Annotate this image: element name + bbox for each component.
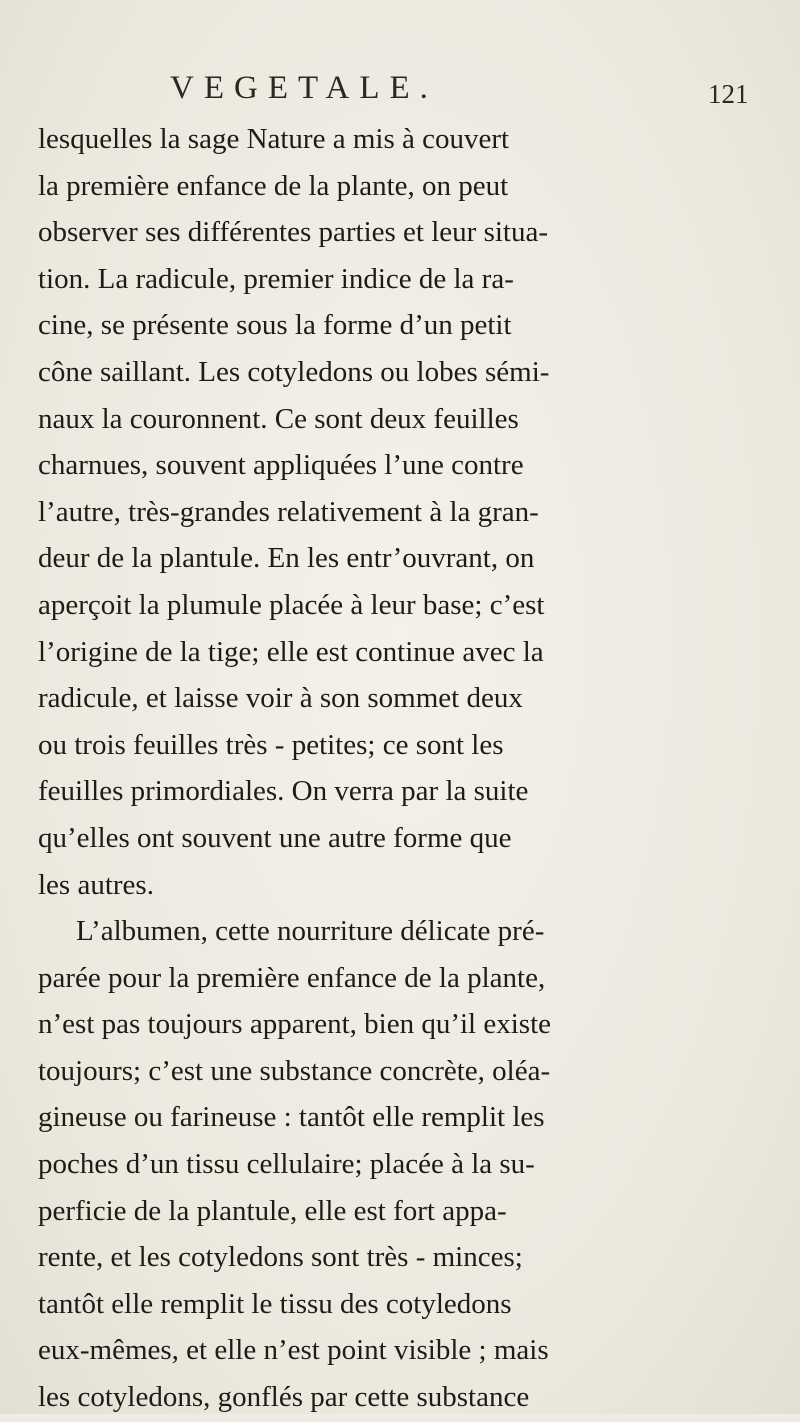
text-line-content: naux la couronnent. Ce sont deux feuilles xyxy=(38,402,519,435)
text-line-content: l’autre, très-grandes relativement à la gran- xyxy=(38,495,539,528)
text-line xyxy=(0,676,800,723)
text-line-content: tantôt elle remplit le tissu des cotyledons xyxy=(38,1287,512,1320)
text-line xyxy=(0,630,800,677)
text-line xyxy=(0,1095,800,1142)
paragraph-start-line xyxy=(0,909,800,956)
text-line-content: tion. La radicule, premier indice de la ra- xyxy=(38,262,514,295)
text-line xyxy=(0,723,800,770)
text-line-content: les autres. xyxy=(38,868,154,901)
text-line xyxy=(0,816,800,863)
text-line-content: feuilles primordiales. On verra par la suite xyxy=(38,775,529,808)
text-line xyxy=(0,350,800,397)
text-line-content: radicule, et laisse voir à son sommet deux xyxy=(38,682,523,715)
text-line-content: n’est pas toujours apparent, bien qu’il existe xyxy=(38,1008,552,1041)
text-line-content: gineuse ou farineuse : tantôt elle remplit les xyxy=(38,1101,545,1134)
text-line-content: eux-mêmes, et elle n’est point visible ; mais xyxy=(38,1334,549,1367)
text-line xyxy=(0,210,800,257)
text-line xyxy=(0,536,800,583)
text-line-content: observer ses différentes parties et leur situa- xyxy=(38,216,548,249)
text-line xyxy=(0,1235,800,1282)
text-line xyxy=(0,1049,800,1096)
text-line-content: les cotyledons, gonflés par cette substance xyxy=(38,1381,530,1414)
text-line-content: poches d’un tissu cellulaire; placée à la su- xyxy=(38,1148,535,1181)
text-line xyxy=(0,1328,800,1375)
text-line-content: rente, et les cotyledons sont très - minces; xyxy=(38,1241,523,1274)
text-line-content: parée pour la première enfance de la plante, xyxy=(38,961,546,994)
text-line xyxy=(0,303,800,350)
text-line xyxy=(0,397,800,444)
text-line-content: ou trois feuilles très - petites; ce sont les xyxy=(38,728,504,761)
text-line xyxy=(0,1142,800,1189)
text-line xyxy=(0,164,800,211)
text-line-content: cine, se présente sous la forme d’un petit xyxy=(38,309,512,342)
text-line xyxy=(0,583,800,630)
text-line xyxy=(0,1282,800,1329)
text-line-content: perficie de la plantule, elle est fort appa- xyxy=(38,1194,507,1227)
text-line-content: L’albumen, cette nourriture délicate pré- xyxy=(76,915,545,948)
text-line xyxy=(0,863,800,910)
text-line-content: toujours; c’est une substance concrète, oléa- xyxy=(38,1054,551,1087)
text-line xyxy=(0,257,800,304)
text-line xyxy=(0,1375,800,1422)
text-line-content: cône saillant. Les cotyledons ou lobes sémi- xyxy=(38,355,550,388)
page-number: 121 xyxy=(708,79,749,109)
text-line xyxy=(0,443,800,490)
text-line-content: qu’elles ont souvent une autre forme que xyxy=(38,821,512,854)
running-title: VEGETALE. xyxy=(170,70,438,106)
text-line-content: la première enfance de la plante, on peut xyxy=(38,169,509,202)
text-line-content: aperçoit la plumule placée à leur base; c’est xyxy=(38,588,545,621)
text-line-content: charnues, souvent appliquées l’une contre xyxy=(38,449,524,482)
body-text xyxy=(0,117,800,1422)
text-line xyxy=(0,1002,800,1049)
page-header xyxy=(0,70,800,114)
text-line xyxy=(0,769,800,816)
text-line-content: lesquelles la sage Nature a mis à couvert xyxy=(38,123,510,155)
text-line-content: deur de la plantule. En les entr’ouvrant, on xyxy=(38,542,535,575)
text-line xyxy=(0,1189,800,1236)
text-line xyxy=(0,956,800,1003)
text-line xyxy=(0,117,800,164)
text-line xyxy=(0,490,800,537)
text-line-content: l’origine de la tige; elle est continue avec la xyxy=(38,635,544,668)
